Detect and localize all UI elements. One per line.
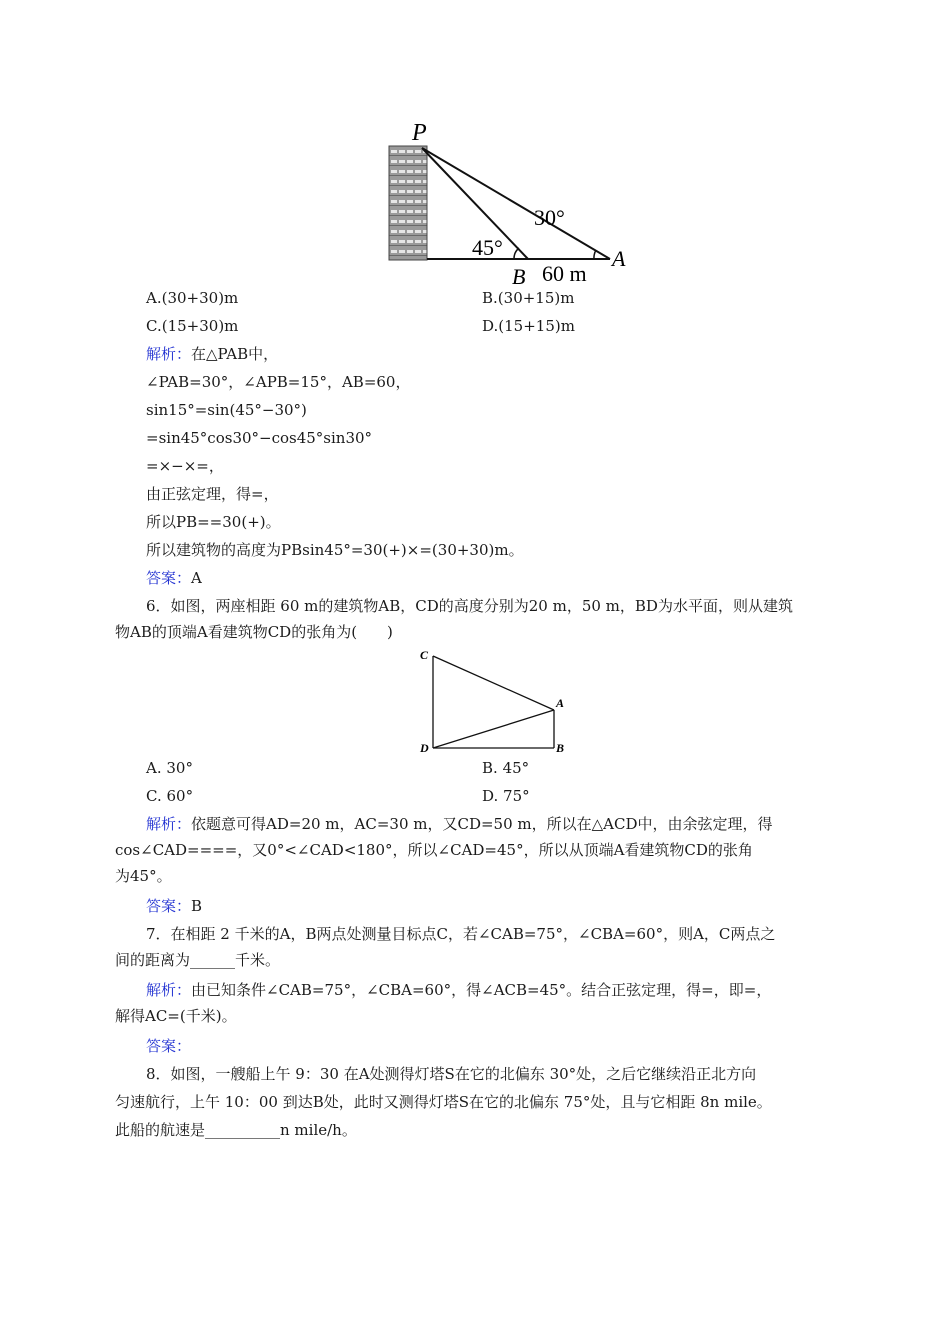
q6-analysis-line: 解析：依题意可得AD=20 m，AC=30 m，又CD=50 m，所以在△ACD中，由余弦定理，得 [146, 815, 773, 833]
q7-stem-line: 7．在相距 2 千米的A，B两点处测量目标点C，若∠CAB=75°，∠CBA=60°，则A，C两点之 [146, 925, 776, 943]
q6-stem-line: 物AB的顶端A看建筑物CD的张角为( ) [115, 623, 393, 641]
q6-stem-line: 6．如图，两座相距 60 m的建筑物AB，CD的高度分别为20 m，50 m，BD为水平面，则从建筑 [146, 597, 793, 615]
q6-option-b: B. 45° [482, 759, 530, 777]
q5-analysis-line: sin15°=sin(45°−30°) [146, 401, 307, 419]
label-a: A [612, 246, 626, 271]
q7-stem-line: 间的距离为______千米。 [115, 951, 281, 969]
q6-option-c: C. 60° [146, 787, 194, 805]
analysis-label: 解析： [146, 981, 192, 999]
q5-analysis-line: =sin45°cos30°−cos45°sin30° [146, 429, 373, 447]
q6-analysis-line: cos∠CAD====，又0°<∠CAD<180°，所以∠CAD=45°，所以从顶端A看建筑物CD的张角 [115, 841, 753, 859]
q7-analysis-line: 解析：由已知条件∠CAB=75°，∠CBA=60°，得∠ACB=45°。结合正弦定理，得=，即=， [146, 981, 772, 999]
segment-da [433, 710, 554, 748]
q8-stem-line: 8．如图，一艘船上午 9：30 在A处测得灯塔S在它的北偏东 30°处，之后它继续沿正北方向 [146, 1065, 757, 1083]
answer-label: 答案： [146, 1037, 192, 1055]
q5-option-c: C.(15+30)m [146, 317, 239, 335]
q7-answer [146, 1036, 191, 1056]
q5-analysis-line: 所以建筑物的高度为PBsin45°=30(+)×=(30+30)m。 [146, 541, 524, 559]
segment-ca [433, 656, 554, 710]
label-b: B [512, 264, 526, 288]
analysis-label: 解析： [146, 815, 192, 833]
label-angle-b: 45° [472, 235, 503, 260]
q8-stem-line: 匀速航行，上午 10：00 到达B处，此时又测得灯塔S在它的北偏东 75°处，且与它相距 8n mile。 [115, 1093, 772, 1111]
analysis-label: 解析： [146, 345, 192, 363]
q6-analysis-line: 为45°。 [115, 867, 172, 885]
answer-label: 答案： [146, 569, 192, 587]
label-distance: 60 m [542, 261, 587, 286]
label-angle-a: 30° [534, 205, 565, 230]
buildings-figure [414, 645, 574, 757]
q5-analysis-line: ∠PAB=30°，∠APB=15°，AB=60， [146, 373, 411, 391]
q5-option-d: D.(15+15)m [482, 317, 575, 335]
q5-option-a: A.(30+30)m [146, 289, 239, 307]
q6-option-a: A. 30° [146, 759, 193, 777]
angle-arc-a [594, 250, 596, 259]
q5-answer: 答案：A [146, 569, 202, 587]
building-shape [389, 146, 427, 260]
q5-analysis-line: =×−×=， [146, 457, 224, 475]
label-p: P [412, 120, 427, 146]
line-pa [422, 148, 610, 259]
angle-arc-b [514, 248, 519, 259]
label-d: D [420, 741, 429, 755]
q8-stem-line: 此船的航速是__________n mile/h。 [115, 1121, 357, 1139]
q6-option-d: D. 75° [482, 787, 530, 805]
q5-analysis-line: 解析：在△PAB中， [146, 345, 279, 363]
building-angle-figure [382, 118, 632, 288]
q5-option-b: B.(30+15)m [482, 289, 575, 307]
q6-answer: 答案：B [146, 897, 203, 915]
answer-label: 答案： [146, 897, 192, 915]
q7-analysis-line: 解得AC=(千米)。 [115, 1007, 237, 1025]
q5-analysis-line: 由正弦定理，得=， [146, 485, 279, 503]
q5-analysis-line: 所以PB==30(+)。 [146, 513, 281, 531]
label-a: A [556, 696, 565, 710]
label-b: B [556, 741, 565, 755]
label-c: C [420, 648, 429, 662]
